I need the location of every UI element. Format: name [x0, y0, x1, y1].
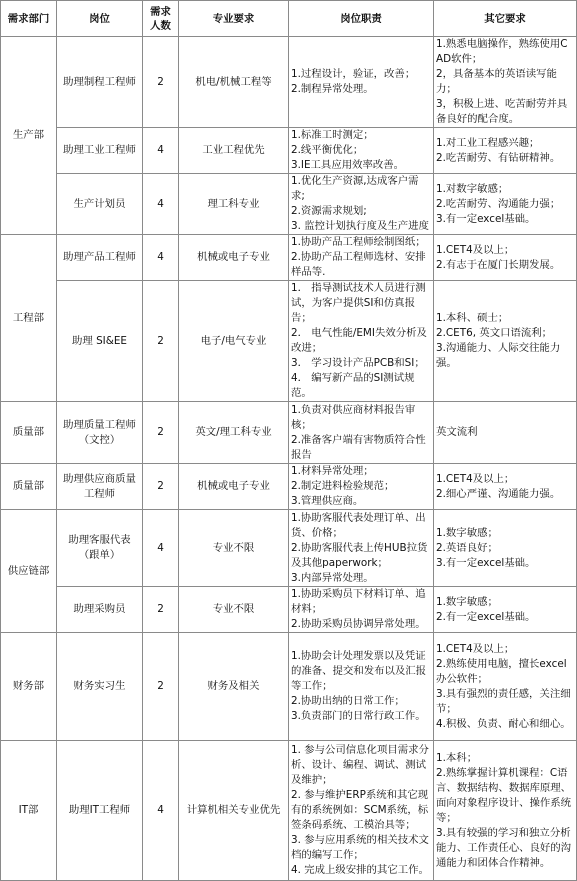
header-dept: 需求部门 — [1, 1, 57, 37]
duties-cell — [289, 281, 434, 402]
duties-cell — [289, 587, 434, 633]
position-cell: 助理质量工程师（文控） — [57, 402, 143, 464]
other-cell — [434, 281, 577, 402]
header-other: 其它要求 — [434, 1, 577, 37]
table-row — [1, 402, 577, 464]
other-line: 2.吃苦耐劳、沟通能力强； — [436, 197, 561, 210]
other-line: 1.对数字敏感； — [436, 182, 509, 195]
other-line: 2.英语良好； — [436, 541, 498, 554]
other-line: 3.具有强烈的责任感，关注细节； — [436, 687, 571, 715]
dept-cell: 生产部 — [1, 37, 57, 235]
other-line: 1.CET4及以上； — [436, 472, 515, 485]
other-line: 3.有一定excel基础。 — [436, 212, 536, 225]
major-cell: 机械或电子专业 — [179, 235, 289, 281]
count-cell: 2 — [143, 281, 179, 402]
other-line: 1.数字敏感； — [436, 595, 498, 608]
other-cell — [434, 235, 577, 281]
dept-cell: IT部 — [1, 741, 57, 881]
major-cell: 计算机相关专业优先 — [179, 741, 289, 881]
count-cell: 4 — [143, 128, 179, 174]
position-cell: 助理采购员 — [57, 587, 143, 633]
duty-line: 1.负责对供应商材料报告审核； — [291, 403, 416, 431]
table-row — [1, 741, 577, 881]
position-cell: 助理 SI&EE — [57, 281, 143, 402]
position-cell: 助理供应商质量工程师 — [57, 464, 143, 510]
duty-line: 2． 电气性能/EMI失效分析及改进； — [291, 327, 427, 354]
duty-line: 2.协助采购员协调异常处理。 — [291, 618, 426, 630]
duty-line: 3.负责部门的日常行政工作。 — [291, 710, 426, 722]
duty-line: 3.IE工具应用效率改善。 — [291, 159, 405, 171]
table-row — [1, 281, 577, 402]
other-cell — [434, 174, 577, 235]
duty-line: 2.线平衡优化； — [291, 144, 364, 156]
count-cell: 2 — [143, 402, 179, 464]
duty-line: 3. 监控计划执行度及生产进度 — [291, 220, 429, 232]
dept-cell: 工程部 — [1, 235, 57, 402]
duty-line: 3.管理供应商。 — [291, 495, 364, 507]
major-cell: 专业不限 — [179, 510, 289, 587]
duty-line: 4． 编写新产品的SI测试规范。 — [291, 372, 415, 399]
table-row — [1, 128, 577, 174]
duties-cell — [289, 128, 434, 174]
other-line: 3.有一定excel基础。 — [436, 556, 536, 569]
position-cell: 助理IT工程师 — [57, 741, 143, 881]
duties-cell — [289, 235, 434, 281]
other-line: 2.有一定excel基础。 — [436, 610, 536, 623]
duties-cell — [289, 464, 434, 510]
duties-cell — [289, 37, 434, 128]
duty-line: 1.优化生产资源,达成客户需求; — [291, 175, 419, 202]
other-line: 2.CET6, 英文口语流利； — [436, 327, 553, 339]
other-line: 英文流利 — [436, 426, 478, 438]
major-cell: 机械或电子专业 — [179, 464, 289, 510]
major-cell: 电子/电气专业 — [179, 281, 289, 402]
duty-line: 1． 指导测试技术人员进行测试，为客户提供SI和仿真报告； — [291, 282, 426, 324]
other-cell — [434, 128, 577, 174]
table-row — [1, 464, 577, 510]
duty-line: 1.材料异常处理； — [291, 465, 374, 477]
major-cell: 英文/理工科专业 — [179, 402, 289, 464]
table-row — [1, 174, 577, 235]
duty-line: 1.协助客服代表处理订单、出货、价格； — [291, 511, 426, 539]
duty-line: 2.协助客服代表上传HUB拉货及其他paperwork； — [291, 541, 428, 569]
count-cell: 4 — [143, 510, 179, 587]
dept-cell: 财务部 — [1, 633, 57, 741]
other-cell — [434, 402, 577, 464]
other-line: 2.细心严谨、沟通能力强。 — [436, 487, 561, 500]
header-major: 专业要求 — [179, 1, 289, 37]
duty-line: 4. 完成上级安排的其它工作。 — [291, 864, 429, 876]
header-count: 需求人数 — [143, 1, 179, 37]
other-cell — [434, 37, 577, 128]
count-cell: 4 — [143, 741, 179, 881]
major-cell: 工业工程优先 — [179, 128, 289, 174]
duty-line: 2.协助产品工程师选材、安排样品等. — [291, 251, 426, 278]
dept-cell: 供应链部 — [1, 510, 57, 633]
duty-line: 1.过程设计，验证，改善； — [291, 68, 416, 80]
table-row — [1, 587, 577, 633]
other-line: 4.积极、负责、耐心和细心。 — [436, 717, 571, 730]
other-line: 2.熟练使用电脑，擅长excel办公软件； — [436, 657, 567, 685]
other-line: 1.熟悉电脑操作，熟练使用CAD软件； — [436, 38, 568, 65]
other-cell — [434, 464, 577, 510]
count-cell: 4 — [143, 235, 179, 281]
duty-line: 1.协助会计处理发票以及凭证的准备、提交和发布以及汇报等工作； — [291, 650, 427, 692]
other-line: 1.CET4及以上； — [436, 243, 515, 256]
position-cell: 财务实习生 — [57, 633, 143, 741]
position-cell: 助理制程工程师 — [57, 37, 143, 128]
other-line: 1.本科、硕士； — [436, 312, 509, 324]
header-position: 岗位 — [57, 1, 143, 37]
header-row — [1, 1, 577, 37]
count-cell: 2 — [143, 464, 179, 510]
major-cell: 专业不限 — [179, 587, 289, 633]
duties-cell — [289, 741, 434, 881]
duty-line: 2.资源需求规划; — [291, 205, 367, 217]
duties-cell — [289, 510, 434, 587]
duty-line: 3． 学习设计产品PCB和SI； — [291, 357, 425, 369]
count-cell: 2 — [143, 37, 179, 128]
header-duties: 岗位职责 — [289, 1, 434, 37]
position-cell: 生产计划员 — [57, 174, 143, 235]
table-row — [1, 633, 577, 741]
duty-line: 3. 参与应用系统的相关技术文档的编写工作； — [291, 834, 429, 861]
duty-line: 2.协助出纳的日常工作； — [291, 695, 405, 707]
duty-line: 1.标准工时测定； — [291, 129, 374, 141]
other-line: 3.沟通能力、人际交往能力强。 — [436, 342, 561, 369]
other-line: 2.吃苦耐劳、有钻研精神。 — [436, 151, 561, 164]
major-cell: 理工科专业 — [179, 174, 289, 235]
count-cell: 4 — [143, 174, 179, 235]
other-cell — [434, 633, 577, 741]
major-cell: 机电/机械工程等 — [179, 37, 289, 128]
major-cell: 财务及相关 — [179, 633, 289, 741]
other-line: 1.CET4及以上； — [436, 642, 515, 655]
count-cell: 2 — [143, 587, 179, 633]
table-row — [1, 235, 577, 281]
other-line: 2，具备基本的英语读写能力； — [436, 68, 557, 95]
duty-line: 1. 参与公司信息化项目需求分析、设计、编程、调试、测试及维护； — [291, 744, 429, 786]
other-cell — [434, 510, 577, 587]
position-cell: 助理工业工程师 — [57, 128, 143, 174]
duty-line: 2.制定进料检验规范； — [291, 480, 395, 492]
other-line: 1.对工业工程感兴趣； — [436, 136, 540, 149]
position-cell: 助理客服代表（跟单） — [57, 510, 143, 587]
dept-cell: 质量部 — [1, 402, 57, 464]
duties-cell — [289, 402, 434, 464]
duty-line: 1.协助采购员下材料订单、追材料； — [291, 588, 426, 615]
count-cell: 2 — [143, 633, 179, 741]
other-line: 1.本科； — [436, 751, 478, 764]
duty-line: 1.协助产品工程师绘制图纸； — [291, 236, 426, 248]
duty-line: 2.制程异常处理。 — [291, 83, 374, 95]
other-line: 1.数字敏感； — [436, 526, 498, 539]
other-line: 2.有志于在厦门长期发展。 — [436, 258, 561, 271]
table-row — [1, 510, 577, 587]
duties-cell — [289, 633, 434, 741]
duty-line: 2.准备客户端有害物质符合性报告 — [291, 433, 426, 461]
other-line: 2.熟练掌握计算机课程：C语言、数据结构、数据库原理、面向对象程序设计、操作系统等； — [436, 766, 572, 824]
duty-line: 3.内部异常处理。 — [291, 571, 374, 584]
duties-cell — [289, 174, 434, 235]
table-row — [1, 37, 577, 128]
other-line: 3，积极上进、吃苦耐劳并具备良好的配合度。 — [436, 98, 568, 125]
other-line: 3.具有较强的学习和独立分析能力、工作责任心、良好的沟通能力和团体合作精神。 — [436, 826, 572, 869]
dept-cell: 质量部 — [1, 464, 57, 510]
duty-line: 2. 参与维护ERP系统和其它现有的系统例如：SCM系统，标签条码系统、工模治具等； — [291, 789, 429, 831]
other-cell — [434, 587, 577, 633]
position-cell: 助理产品工程师 — [57, 235, 143, 281]
other-cell — [434, 741, 577, 881]
